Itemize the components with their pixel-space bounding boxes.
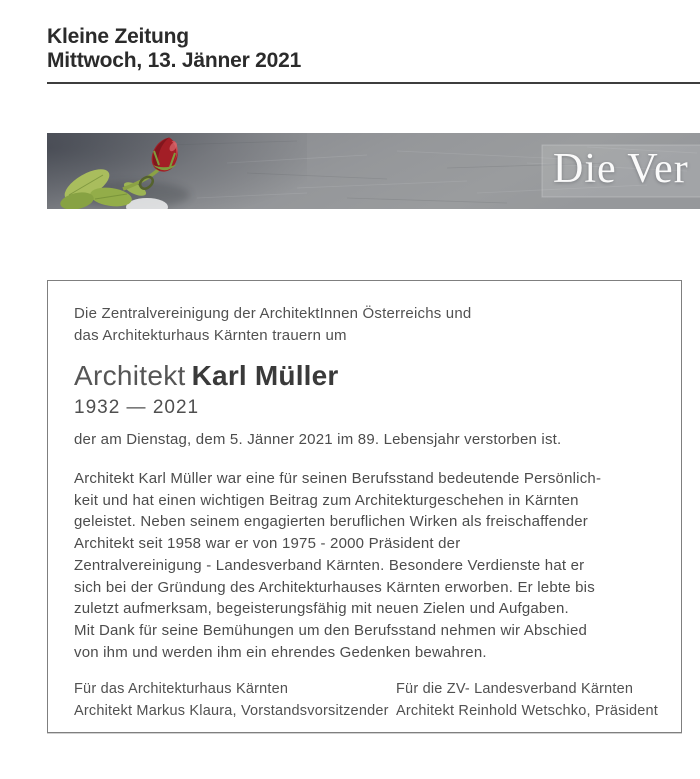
- intro-line: das Architekturhaus Kärnten trauern um: [74, 326, 347, 344]
- signature-zv-landesverband: [396, 678, 658, 722]
- signature-org: Für die ZV- Landesverband Kärnten: [396, 681, 634, 698]
- masthead-rule: [47, 82, 700, 84]
- signature-architekturhaus: [74, 678, 396, 722]
- obituary-body-line: Mit Dank für seine Bemühungen um den Berufsstand nehmen wir Abschied: [74, 621, 588, 639]
- obituary-body: [74, 468, 655, 663]
- obituary-body-line: Architekt Karl Müller war eine für seinen Berufsstand bedeutende Persönlich-: [74, 470, 602, 487]
- signature-person: Architekt Markus Klaura, Vorstandsvorsitzender: [74, 703, 389, 720]
- life-years: 1932 — 2021: [74, 397, 200, 418]
- obituary-body-line: sich bei der Gründung des Architekturhauses Kärnten erworben. Er lebte bis: [74, 578, 595, 596]
- obituary-body-line: Zentralvereinigung - Landesverband Kärnten. Besondere Verdienste hat er: [74, 556, 585, 574]
- banner-title: Die Ver: [553, 146, 689, 192]
- deceased-title: Architekt: [74, 360, 186, 391]
- deceased-name-line: [74, 359, 655, 397]
- obituary-body-line: geleistet. Neben seinem engagierten beruflichen Wirken als freischaffender: [74, 513, 588, 531]
- obituary-notice-card: [47, 280, 682, 733]
- obituary-body-line: zuletzt aufmerksam, begeisterungsfähig mit neuen Zielen und Aufgaben.: [74, 600, 569, 618]
- signatures: [74, 678, 659, 722]
- obituary-body-line: keit und hat einen wichtigen Beitrag zum Architekturgeschehen in Kärnten: [74, 491, 579, 509]
- masthead: [47, 25, 301, 73]
- deceased-name: Karl Müller: [191, 360, 339, 391]
- obituary-body-line: Architekt seit 1958 war er von 1975 - 2000 Präsident der: [74, 535, 461, 553]
- issue-date: Mittwoch, 13. Jänner 2021: [47, 49, 302, 72]
- signature-person: Architekt Reinhold Wetschko, Präsident: [396, 703, 659, 720]
- intro-line: Die Zentralvereinigung der ArchitektInnen Österreichs und: [74, 305, 472, 322]
- obituary-body-line: von ihm und werden ihm ein ehrendes Gedenken bewahren.: [74, 643, 487, 661]
- death-date-line: der am Dienstag, dem 5. Jänner 2021 im 89. Lebensjahr verstorben ist.: [74, 431, 562, 448]
- memorial-banner: [47, 133, 700, 209]
- publication-name: Kleine Zeitung: [47, 25, 189, 48]
- signature-org: Für das Architekturhaus Kärnten: [74, 681, 289, 698]
